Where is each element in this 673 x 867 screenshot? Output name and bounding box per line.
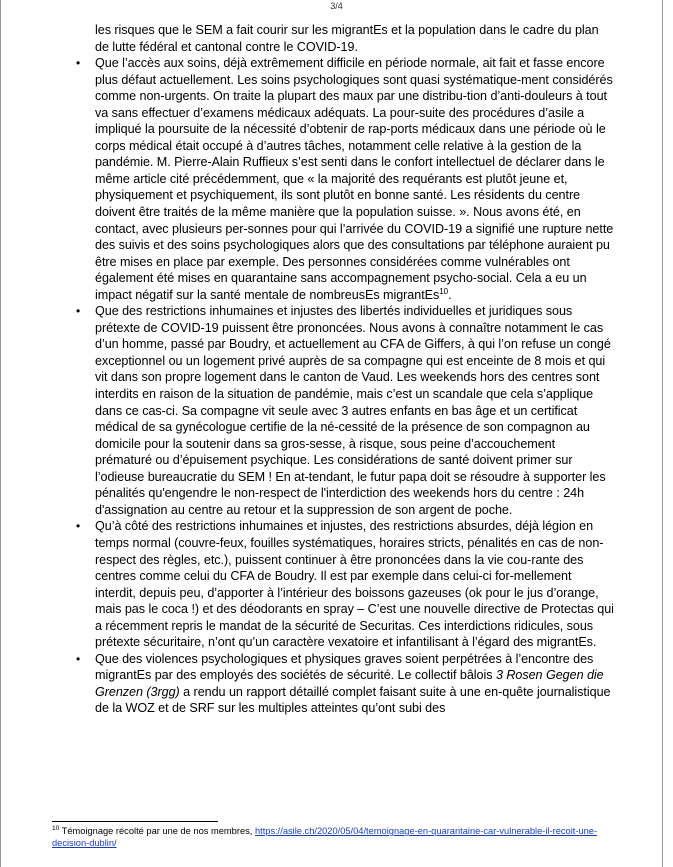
- list-item-text: Que des restrictions inhumaines et injustes des libertés individuelles et juridiques sous prétexte de COVID-19 puissent être prononcées. Nous avons à connaître notamment le cas d’un homme, passé par Boudry, et actuellement au CFA de Giffers, à qui l’on refuse un congé exceptionnel ou un logement privé auprès de sa compagne qui est enceinte de 8 mois et qui vit dans son propre logement dans le canton de Vaud. Les weekends hors des centres sont interdits en raison de la situation de pandémie, mais c’est un scandale que cela s’applique dans ce cas-ci. Sa compagne vit seule avec 3 autres enfants en bas âge et un certificat médical de sa gynécologue certifie de la né-cessité de la présence de son compagnon au domicile pour la soutenir dans sa gros-sesse, à risque, sous peine d’accouchement prématuré ou d’épuisement psychique. Les considérations de santé doivent primer sur l’odieuse bureaucratie du SEM ! En at-tendant, le futur papa doit se résoudre à supporter les pénalités qu'engendre le non-respect de l'interdiction des weekends hors du centre : 24h d'assignation au centre au retour et la suppression de son argent de poche.: [95, 304, 611, 517]
- collective-name: 3 Rosen Gegen die Grenzen (3rgg): [95, 668, 604, 699]
- lead-paragraph: les risques que le SEM a fait courir sur les migrantEs et la population dans le cadre du plan de lutte fédéral et cantonal contre le COVID-19.: [95, 23, 599, 54]
- footnote-reference[interactable]: 10: [439, 286, 449, 296]
- footnote: [52, 825, 612, 849]
- list-item-text-end: a rendu un rapport détaillé complet faisant suite à une en-quête journalistique de la WOZ et de SRF sur les multiples atteintes qu’ont subi des: [95, 684, 611, 716]
- page-number: 3/4: [330, 1, 343, 11]
- page-edge-left: [0, 0, 1, 867]
- list-item: [95, 651, 615, 717]
- list-item-text: Que des violences psychologiques et physiques graves soient perpétrées à l’encontre des migrantEs par des employés des sociétés de sécurité. Le collectif bâlois: [95, 651, 594, 683]
- list-item: [95, 518, 615, 650]
- list-item-text: Qu’à côté des restrictions inhumaines et injustes, des restrictions absurdes, déjà légion en temps normal (couvre-feux, fouilles systématiques, horaires stricts, pénalités en cas de non-respect des règles, etc.), puissent continuer à être prononcées dans la vie cou-rante des centres comme celui du CFA de Boudry. Il est par exemple dans celui-ci for-mellement interdit, depuis peu, d’apporter à l’intérieur des boissons gazeuses (ok pour le jus d’orange, mais pas le coca !) et des déodorants en spray – C’est une nouvelle directive de Protectas qui a récemment repris le mandat de la sécurité de Securitas. Ces interdictions ridicules, sous prétexte sécuritaire, n’ont qu’un caractère vexatoire et infantilisant à l’égard des migrantEs.: [95, 519, 614, 650]
- bullet-list: [95, 55, 615, 717]
- list-item: [95, 303, 615, 518]
- footnote-text: Témoignage récolté par une de nos membres,: [59, 826, 255, 836]
- list-item-text: Que l’accès aux soins, déjà extrêmement difficile en période normale, ait fait et fasse encore plus défaut actuellement. Les soins psychologiques sont quasi systématique-ment considérés comme non-urgents. On traite la plupart des maux par une distribu-tion d’anti-douleurs à tout va sans effectuer d’examens médicaux adéquats. La pour-suite des procédures d’asile a impliqué la poursuite de la nécessité d’obtenir de rap-ports médicaux dans une période où le corps médical était occupé à d’autres tâches, notamment celle relative à la gestion de la pandémie. M. Pierre-Alain Ruffieux s’est senti dans le confort intellectuel de déclarer dans le même article cité précédemment, que « la majorité des requérants est plutôt jeune et, physiquement et psychiquement, ils sont plutôt en bonne santé. Les résidents du centre doivent être traités de la même manière que la population suisse. ». Nous avons été, en contact, avec plusieurs per-sonnes pour qui l’arrivée du COVID-19 a signifié une rupture nette des suivis et des soins psychologiques alors que des consultations par téléphone auraient pu être mises en place par exemple. Des personnes considérées comme vulnérables ont également été mises en quarantaine sans accompagnement psycho-social. Cela a eu un impact négatif sur la santé mentale de nombreusEs migrantEs: [95, 56, 614, 302]
- footnote-separator: [52, 821, 218, 822]
- footnote-link[interactable]: https://asile.ch/2020/05/04/temoignage-en-quarantaine-car-vulnerable-il-recoit-une-decision-dublin/: [52, 826, 598, 848]
- document-body: [95, 22, 615, 717]
- footnote-number: 10: [52, 824, 60, 832]
- list-item: [95, 55, 615, 303]
- page-edge-right: [662, 0, 663, 867]
- list-item-text-end: .: [448, 287, 452, 302]
